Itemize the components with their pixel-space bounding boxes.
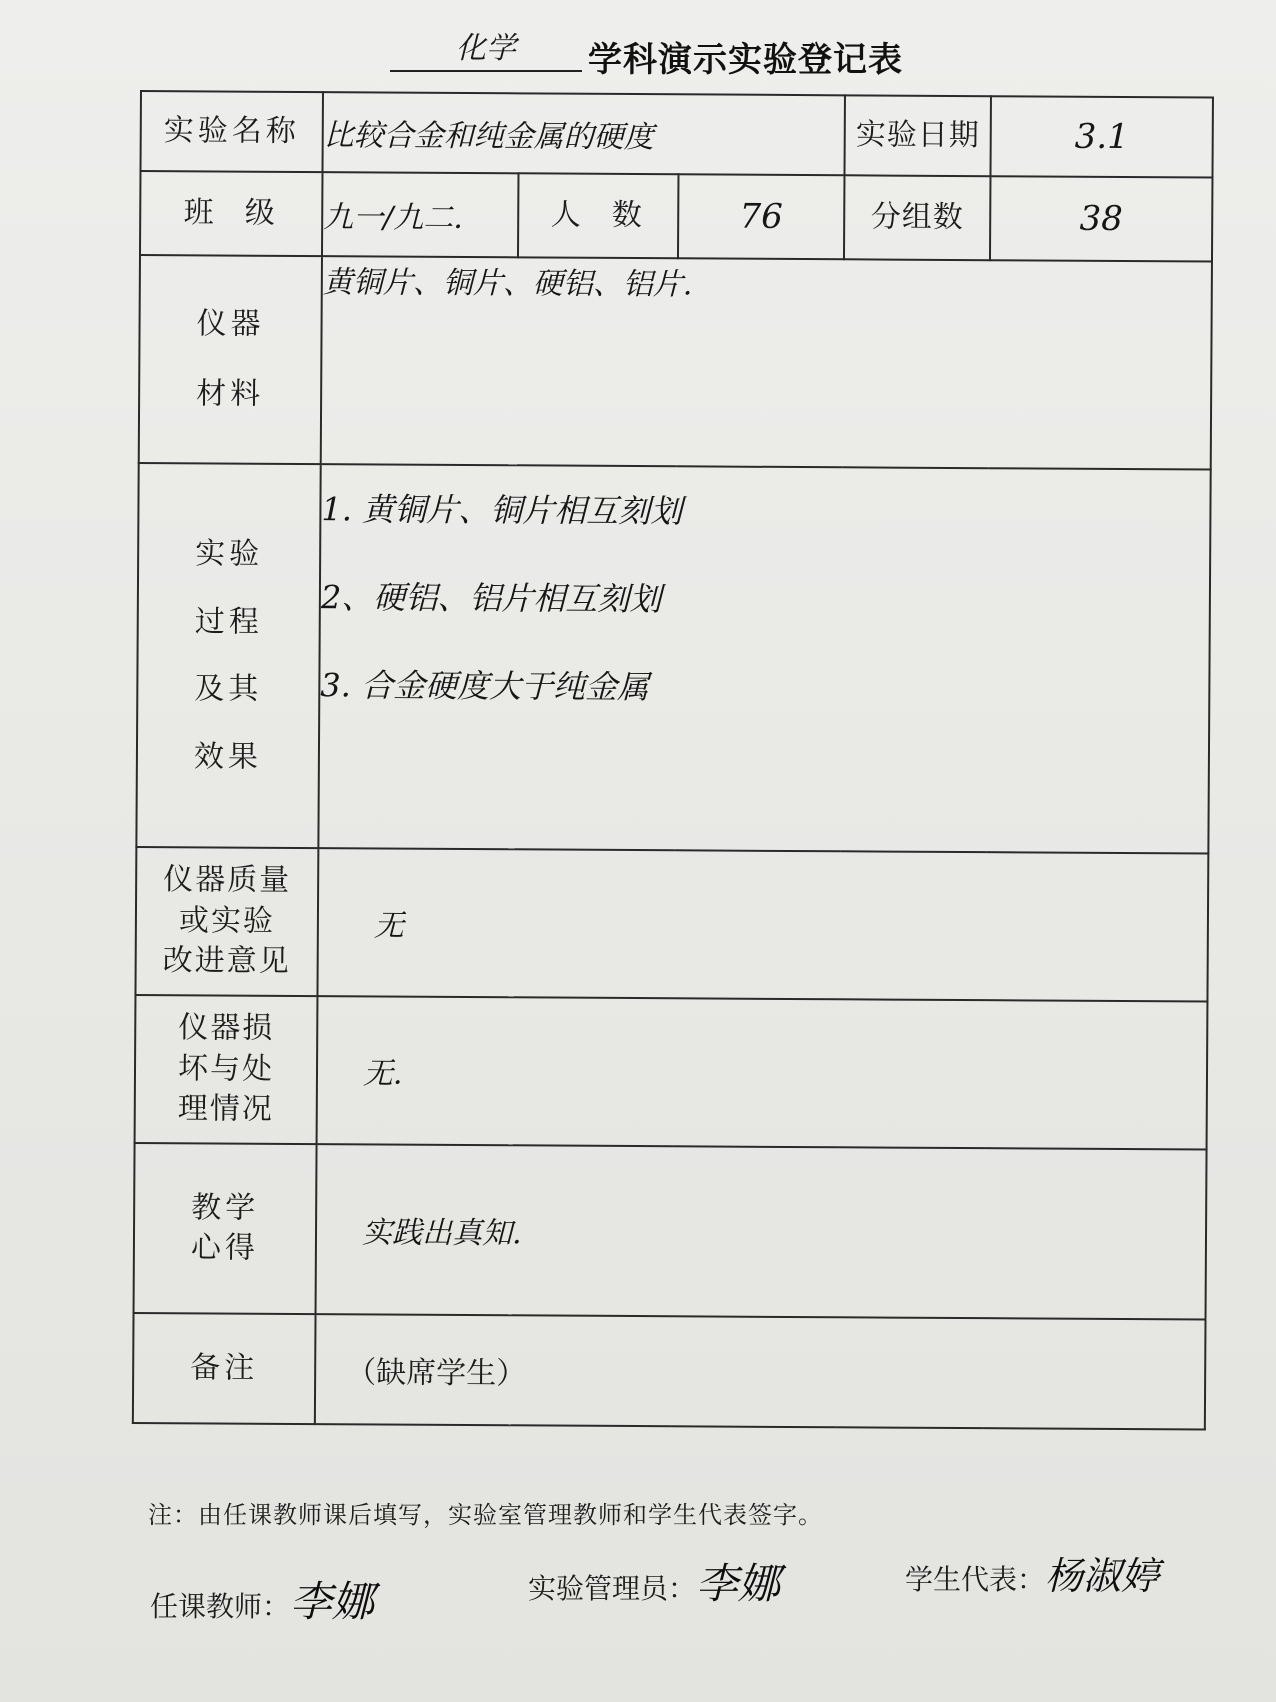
row-equipment [139,255,1212,470]
form-title [390,28,1090,78]
process-step-2: 2、硬铝、铝片相互刻划 [320,578,662,619]
value-experiment-name: 比较合金和纯金属的硬度 [323,92,846,175]
row-damage [135,995,1208,1150]
registration-table [132,90,1214,1431]
label-teaching: 教学 心得 [134,1143,317,1314]
value-experiment-date: 3.1 [991,96,1213,177]
process-step-3: 3. 合金硬度大于纯金属 [320,666,650,707]
student-signature [905,1545,1159,1600]
value-teaching: 实践出真知. [316,1144,1207,1319]
value-class: 九一/九二. [322,172,519,257]
signature-area [150,1545,1210,1625]
value-people-count: 76 [678,174,845,259]
row-teaching [134,1143,1207,1320]
teacher-signature-name: 李娜 [290,1577,375,1626]
label-remarks: 备注 [133,1313,316,1424]
row-process [136,463,1210,854]
label-people-count: 人 数 [518,173,679,258]
value-quality: 无 [317,848,1208,1001]
student-signature-name: 杨淑婷 [1045,1554,1160,1598]
process-step-1: 1. 黄铜片、铜片相互刻划 [321,490,683,531]
label-equipment: 仪器 材料 [139,255,322,464]
label-experiment-date: 实验日期 [845,95,991,176]
value-process [318,464,1210,853]
teacher-label: 任课教师： [150,1590,291,1623]
row-experiment-name [141,91,1214,178]
footer-note: 注：由任课教师课后填写，实验室管理教师和学生代表签字。 [148,1501,823,1529]
manager-signature [528,1551,780,1611]
row-remarks [133,1313,1206,1430]
label-class: 班 级 [140,171,323,256]
manager-label: 实验管理员： [528,1572,697,1605]
manager-signature-name: 李娜 [696,1559,781,1608]
value-group-count: 38 [990,176,1213,261]
label-experiment-name: 实验名称 [141,91,323,172]
value-equipment: 黄铜片、铜片、硬铝、铝片. [321,256,1212,469]
label-damage: 仪器损 坏与处 理情况 [135,995,318,1144]
label-group-count: 分组数 [844,175,991,260]
subject-field: 化学 [390,28,582,72]
value-damage: 无. [317,996,1208,1149]
label-quality: 仪器质量 或实验 改进意见 [135,847,318,996]
value-remarks: （缺席学生） [315,1314,1206,1429]
teacher-signature [150,1569,374,1629]
label-process: 实验 过程 及其 效果 [136,463,320,848]
row-class [140,171,1213,262]
title-text: 学科演示实验登记表 [588,40,903,80]
student-label: 学生代表： [905,1563,1046,1596]
row-quality [135,847,1208,1002]
